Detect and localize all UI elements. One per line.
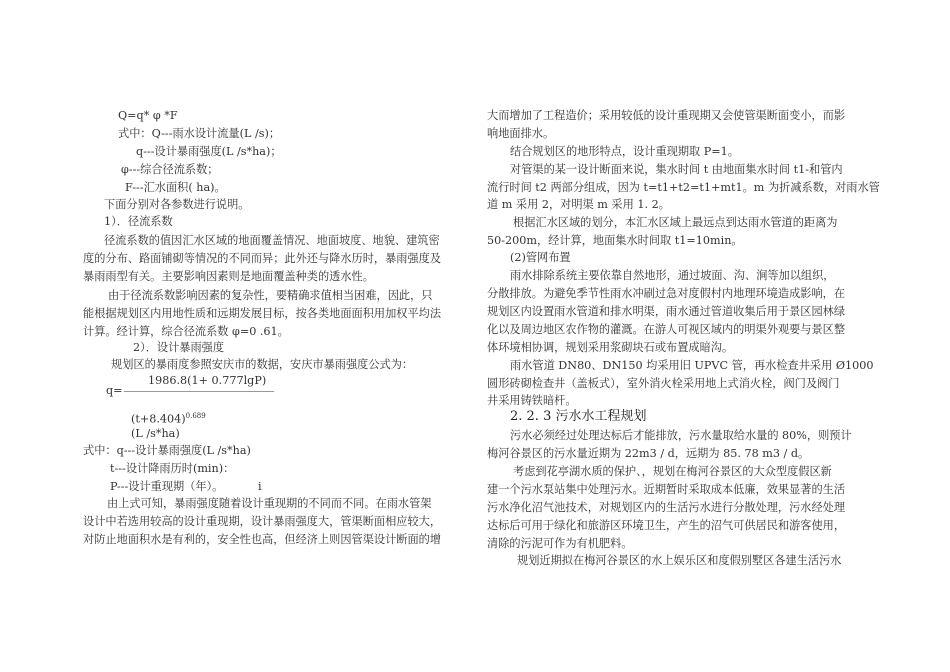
- where2-t: t---设计降雨历时(min)：: [110, 462, 235, 475]
- pipes-paragraph-line: 井采用铸铁暗杆。: [487, 394, 577, 407]
- formula-unit: (L /s*ha): [131, 427, 180, 440]
- return-period-paragraph: 结合规划区的地形特点，设计重现期取 P=1。: [510, 145, 739, 158]
- continued-line: 响地面排水。: [487, 127, 555, 140]
- formula-numerator: 1986.8(1+ 0.777lgP): [148, 374, 267, 387]
- pipes-paragraph-line: 雨水管道 DN80、DN150 均采用旧 UPVC 管，再水检查井采用 Ø1000: [510, 359, 874, 372]
- stray-char: i: [258, 480, 262, 493]
- drainage-paragraph-line: 雨水排除系统主要依靠自然地形，通过坡面、沟、涧等加以组织，: [510, 269, 835, 282]
- pipe-network-title: (2)管网布置: [510, 251, 571, 264]
- section1-p1-line: 暴雨雨型有关。主要影响因素则是地面覆盖种类的透水性。: [83, 270, 374, 283]
- continued-line: 大而增加了工程造价；采用较低的设计重现期又会使管渠断面变小，而影: [487, 109, 846, 122]
- formula-q-eq: q=: [106, 384, 123, 397]
- where-intensity: q---设计暴雨强度(L /s*ha)；: [136, 145, 282, 158]
- section1-p2-line: 能根据规划区内用地性质和远期发展目标，按各类地面面积用加权平均法: [83, 307, 442, 320]
- where-phi: φ---综合径流系数；: [121, 163, 219, 176]
- params-intro: 下面分别对各参数进行说明。: [104, 198, 250, 211]
- drainage-paragraph-line: 化以及周边地区农作物的灌溉。在游人可视区域内的明渠外观要与景区整: [487, 323, 846, 336]
- drainage-paragraph-line: 规划区内设置雨水管道和排水明渠，雨水通过管道收集后用于景区园林绿: [487, 305, 846, 318]
- where2-q: 式中：q---设计暴雨强度(L /s*ha): [83, 444, 251, 457]
- time-paragraph-line: 流行时间 t2 两部分组成，因为 t=t1+t2=t1+mt1。m 为折减系数，对雨水管: [487, 181, 880, 194]
- treatment-paragraph-line: 清除的污泥可作为有机肥料。: [487, 537, 633, 550]
- treatment-paragraph-line: 达标后可用于绿化和旅游区环境卫生，产生的沼气可供居民和游客使用，: [487, 519, 846, 532]
- distance-paragraph-line: 50-200m，经计算，地面集水时间取 t1=10min。: [487, 234, 743, 247]
- sewage-heading: 2. 2. 3 污水水工程规划: [510, 409, 647, 424]
- sewage-paragraph-line: 梅河谷景区的污水量近期为 22m3 / d，远期为 85. 78 m3 / d。: [487, 447, 810, 460]
- section2-p1: 规划区的暴雨度参照安庆市的数据，安庆市暴雨强度公式为：: [111, 358, 414, 371]
- section1-title: 1）．径流系数: [104, 215, 173, 228]
- fraction-bar: [124, 391, 274, 392]
- drainage-paragraph-line: 体环境相协调，规划采用浆砌块石或布置成暗沟。: [487, 341, 734, 354]
- time-paragraph-line: 道 m 采用 2，对明渠 m 采用 1. 2。: [487, 198, 670, 211]
- plan-paragraph-line: 规划近期拟在梅河谷景区的水上娱乐区和度假别墅区各建生活污水: [517, 554, 842, 567]
- section1-p2-line: 计算。经计算，综合径流系数 φ=0 .61。: [83, 325, 289, 338]
- where-f: F---汇水面积( ha)。: [125, 181, 226, 194]
- treatment-paragraph-line: 建一个污水泵站集中处理污水。近期暂时采取成本低廉，效果显著的生活: [487, 483, 846, 496]
- section2-p2-line: 对防止地面积水是有利的，安全性也高，但经济上则因管渠设计断面的增: [83, 533, 442, 546]
- formula-denominator: [131, 408, 206, 428]
- formula-main: Q=q* φ *F: [118, 109, 178, 122]
- formula-denominator-base: (t+8.404): [131, 412, 186, 426]
- where2-p: P---设计重现期（年）。: [110, 480, 224, 493]
- drainage-paragraph-line: 分散排放。为避免季节性雨水冲刷过急对度假村内地理环境造成影响，在: [487, 287, 846, 300]
- section1-p1-line: 径流系数的值因汇水区域的地面覆盖情况、地面坡度、地貌、建筑密: [104, 234, 440, 247]
- where-q: 式中：Q---雨水设计流量(L /s)；: [118, 127, 281, 140]
- pipes-paragraph-line: 圆形砖砌检查井（盖板式），室外消火栓采用地上式消火栓，阀门及阀门: [487, 377, 840, 390]
- formula-denominator-exp: 0.689: [185, 412, 206, 420]
- time-paragraph-line: 对管渠的某一设计断面来说，集水时间 t 由地面集水时间 t1-和管内: [510, 163, 843, 176]
- sewage-paragraph-line: 污水必须经过处理达标后才能排放，污水量取给水量的 80%，则预计: [510, 429, 852, 442]
- section1-p2-line: 由于径流系数影响因素的复杂性，要精确求值相当困难，因此，只: [108, 289, 433, 302]
- section2-p2-line: 由上式可知，暴雨强度随着设计重现期的不同而不同。在雨水管架: [107, 497, 432, 510]
- treatment-paragraph-line: 考虑到花亭湖水质的保护、，规划在梅河谷景区的大众型度假区新: [513, 465, 832, 478]
- section1-p1-line: 度的分布、路面铺砌等情况的不同而异；此外还与降水历时，暴雨强度及: [83, 252, 442, 265]
- section2-title: 2）．设计暴雨强度: [133, 341, 225, 354]
- section2-p2-line: 设计中若选用较高的设计重现期，设计暴雨强度大，管渠断面相应较大，: [83, 515, 442, 528]
- treatment-paragraph-line: 污水净化沼气池技术，对规划区内的生活污水进行分散处理，污水经处理: [487, 501, 846, 514]
- distance-paragraph-line: 根据汇水区域的划分，本汇水区域上最远点到达雨水管道的距离为: [513, 216, 838, 229]
